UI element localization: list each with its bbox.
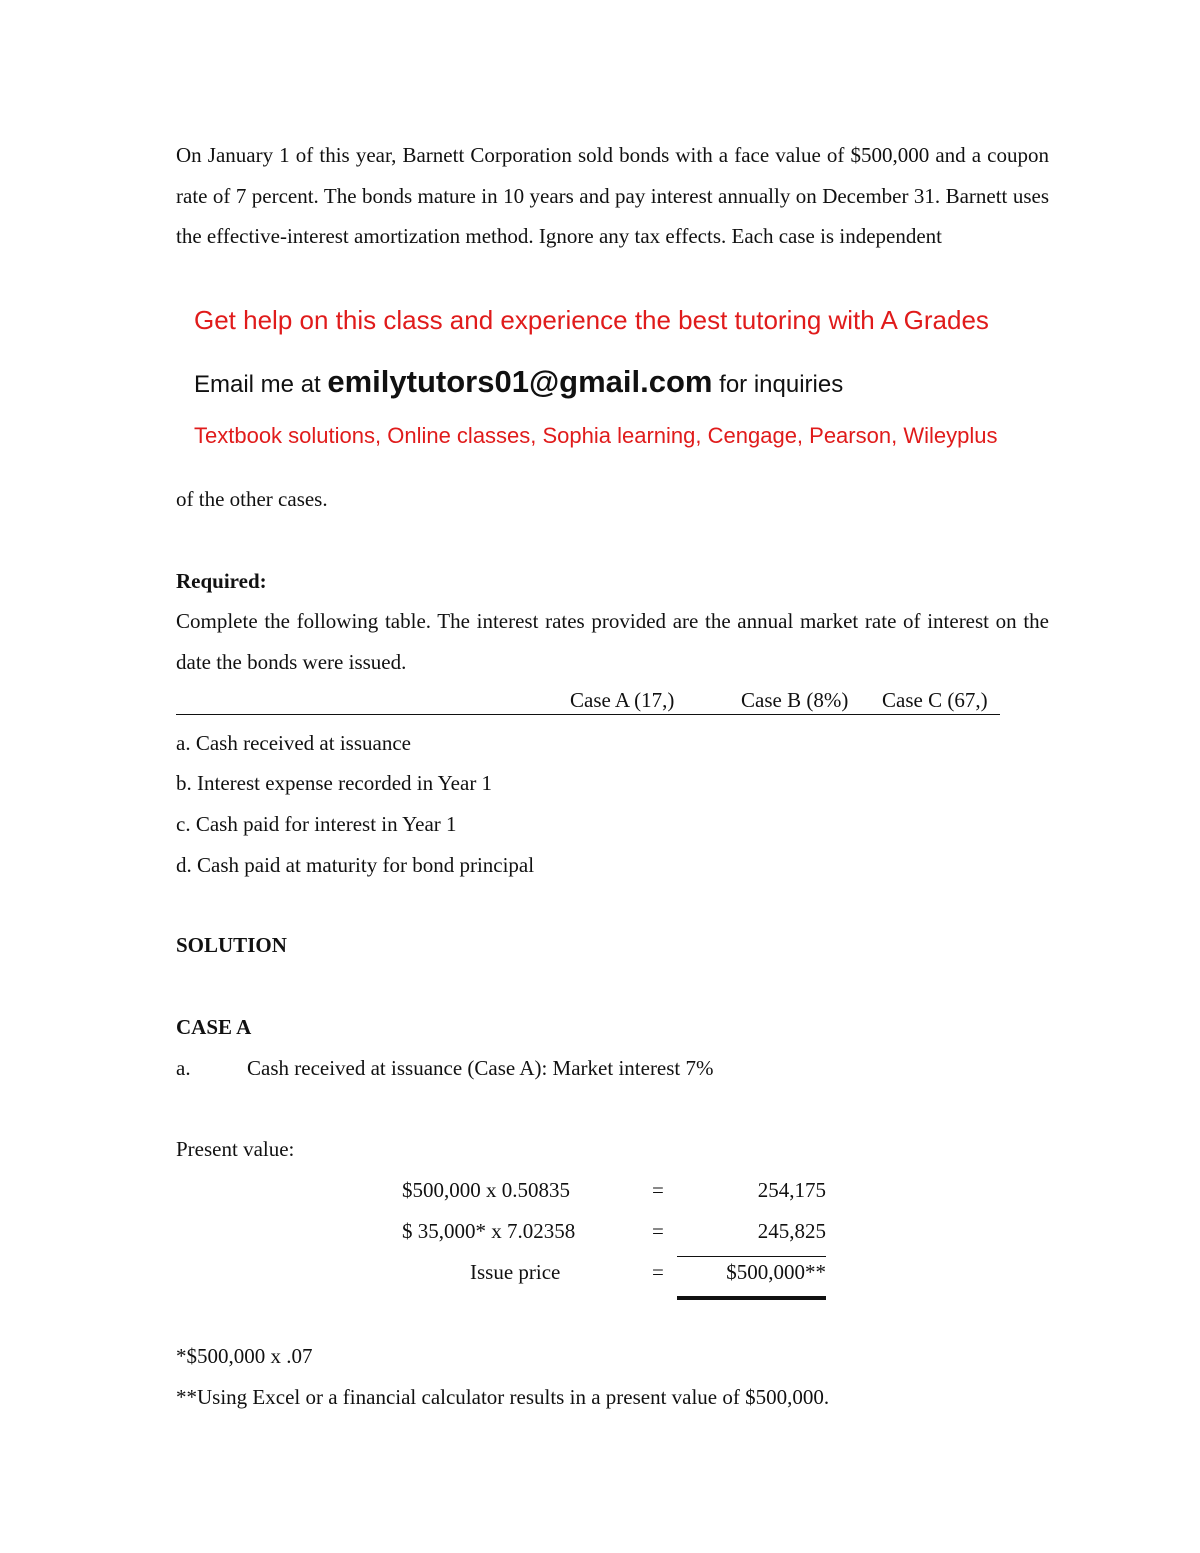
promo-services: Textbook solutions, Online classes, Sophia learning, Cengage, Pearson, Wileyplus bbox=[194, 423, 998, 448]
table-row: d. Cash paid at maturity for bond principal bbox=[176, 853, 535, 877]
table-row: b. Interest expense recorded in Year 1 bbox=[176, 771, 493, 795]
column-case-a: Case A (17,) bbox=[570, 688, 675, 712]
calc-row-3-equals: = bbox=[652, 1260, 664, 1284]
intro-paragraph: On January 1 of this year, Barnett Corporation sold bonds with a face value of $500,000 and a coupon rate of 7 percent. The bonds mature in 10 years and pay interest annually on December 31. Barnett uses the effective-interest amortization method. Ignore any tax effects. Each case is independent bbox=[176, 143, 1049, 249]
total-double-rule bbox=[677, 1296, 826, 1300]
column-case-b: Case B (8%) bbox=[741, 688, 849, 712]
item-letter: a. bbox=[176, 1056, 191, 1080]
table-row: c. Cash paid for interest in Year 1 bbox=[176, 812, 457, 836]
calc-row-2-equals: = bbox=[652, 1219, 664, 1243]
table-row: a. Cash received at issuance bbox=[176, 731, 411, 755]
intro-continuation: of the other cases. bbox=[176, 487, 328, 511]
promo-email: emilytutors01@gmail.com bbox=[327, 364, 713, 399]
calc-row-1-value: 254,175 bbox=[757, 1178, 826, 1202]
calc-row-2-value: 245,825 bbox=[757, 1219, 826, 1243]
solution-heading: SOLUTION bbox=[176, 933, 287, 957]
calc-row-3-value: $500,000** bbox=[726, 1260, 826, 1284]
table-header bbox=[176, 688, 1000, 715]
required-heading: Required: bbox=[176, 569, 267, 593]
case-a-heading: CASE A bbox=[176, 1015, 252, 1039]
promo-contact-prefix: Email me at bbox=[194, 371, 328, 398]
required-text: Complete the following table. The interest rates provided are the annual market rate of interest on the date the bonds were issued. bbox=[176, 609, 1049, 674]
promo-headline: Get help on this class and experience the best tutoring with A Grades bbox=[194, 305, 989, 335]
promo-contact bbox=[194, 364, 843, 400]
promo-contact-suffix: for inquiries bbox=[712, 371, 844, 398]
column-case-c: Case C (67,) bbox=[882, 688, 988, 712]
item-text: Cash received at issuance (Case A): Market interest 7% bbox=[247, 1056, 714, 1080]
calc-row-2-expression: $ 35,000* x 7.02358 bbox=[402, 1219, 576, 1243]
present-value-label: Present value: bbox=[176, 1137, 295, 1161]
footnote-2: **Using Excel or a financial calculator results in a present value of $500,000. bbox=[176, 1385, 830, 1409]
subtotal-rule bbox=[677, 1256, 826, 1257]
calc-row-1-equals: = bbox=[652, 1178, 664, 1202]
calc-row-1-expression: $500,000 x 0.50835 bbox=[402, 1178, 570, 1202]
footnote-1: *$500,000 x .07 bbox=[176, 1344, 313, 1368]
calc-row-3-label: Issue price bbox=[470, 1260, 561, 1284]
